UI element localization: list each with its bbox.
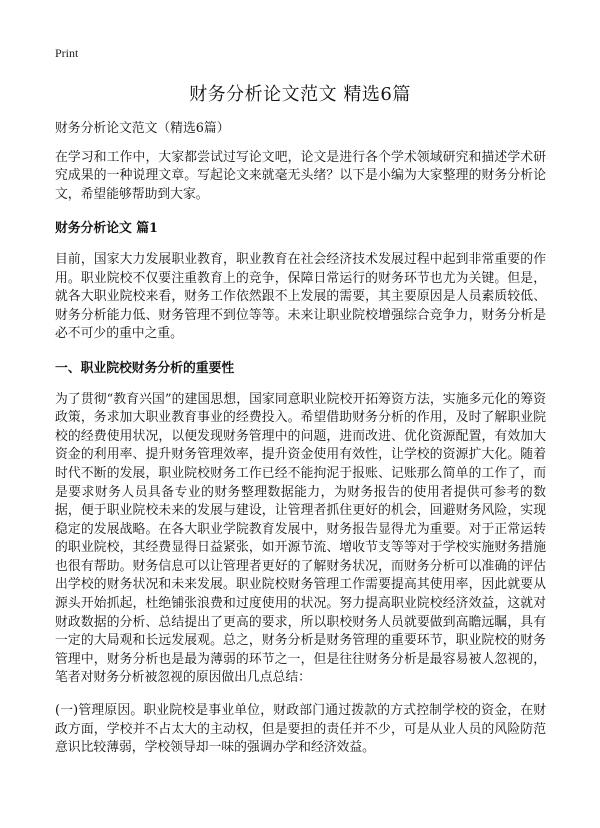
body-paragraph: 目前，国家大力发展职业教育，职业教育在社会经济技术发展过程中起到非常重要的作用。职业院校不仅要注重教育上的竞争，保障日常运行的财务环节也尤为关键。但是，就各大职业院校来看，财务工作依然跟不上发展的需要，其主要原因是人员素质较低、财务分析能力低、财务管理不到位等等。未来让职业院校增强综合竞争力，财务分析是必不可少的重中之重。 xyxy=(55,251,546,342)
document-subtitle: 财务分析论文范文（精选6篇） xyxy=(55,121,230,136)
subsection-heading: 一、职业院校财务分析的重要性 xyxy=(55,360,235,376)
body-paragraph: (一)管理原因。职业院校是事业单位，财政部门通过拨款的方式控制学校的资金，在财政方面，学校并不占太大的主动权，但是要担的责任并不少，可是从业人员的风险防范意识比较薄弱，学校领导却一味的强调办学和经济效益。 xyxy=(55,703,546,756)
document-body xyxy=(55,120,546,774)
section-heading: 财务分析论文 篇1 xyxy=(55,221,158,237)
intro-paragraph: 在学习和工作中，大家都尝试过写论文吧，论文是进行各个学术领域研究和描述学术研究成果的一种说理文章。写起论文来就毫无头绪？以下是小编为大家整理的财务分析论文，希望能够帮助到大家。 xyxy=(55,149,546,202)
page-title: 财务分析论文范文 精选6篇 xyxy=(189,84,411,105)
print-link[interactable]: Print xyxy=(55,46,79,60)
body-paragraph: 为了贯彻“教育兴国”的建国思想，国家同意职业院校开拓筹资方法，实施多元化的筹资政策，务求加大职业教育事业的经费投入。希望借助财务分析的作用，及时了解职业院校的经费使用状况，以便发现财务管理中的问题，进而改进、优化资源配置，有效加大资金的利用率、提升财务管理效率，提升资金使用有效性，让学校的资源扩大化。随着时代不断的发展，职业院校财务工作已经不能拘泥于报账、记账那么简单的工作了，而是要求财务人员具备专业的财务整理数据能力，为财务报告的使用者提供可参考的数据，便于职业院校未来的发展与建设，让管理者抓住更好的机会，回避财务风险，实现稳定的发展战略。在各大职业学院教育发展中，财务报告显得尤为重要。对于正常运转的职业院校，其经费显得日益紧张，如开源节流、增收节支等等对于学校实施财务措施也很有帮助。财务信息可以让管理者更好的了解财务状况，而财务分析可以准确的评估出学校的财务状况和未来发展。职业院校财务管理工作需要提高其使用率，因此就要从源头开始抓起，杜绝铺张浪费和过度使用的状况。努力提高职业院校经济效益，这就对财政数据的分析、总结提出了更高的要求，所以职校财务人员就要做到高瞻远瞩，具有一定的大局观和长远发展观。总之，财务分析是财务管理的重要环节，职业院校的财务管理中，财务分析也是最为薄弱的环节之一，但是往往财务分析是最容易被人忽视的，笔者对财务分析被忽视的原因做出几点总结： xyxy=(55,391,546,686)
